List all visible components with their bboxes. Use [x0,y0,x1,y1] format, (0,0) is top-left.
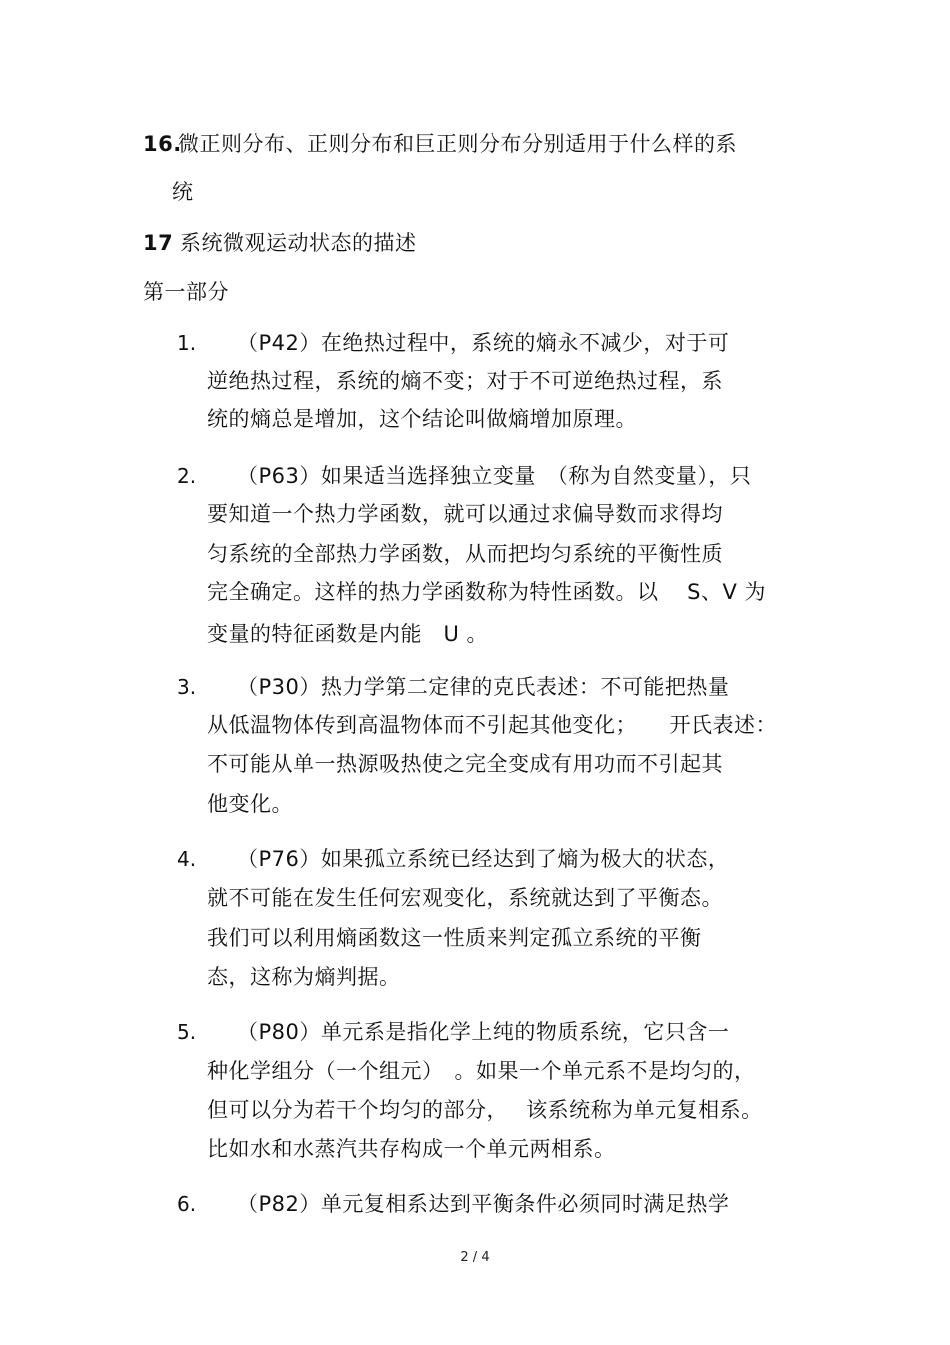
item-1-line-1: （P42）在绝热过程中，系统的熵永不减少，对于可 [237,331,730,355]
item-2-line-3: 匀系统的全部热力学函数，从而把均匀系统的平衡性质 [207,542,723,566]
item-2-number: 2. [177,464,197,488]
item-3-line-1: （P30）热力学第二定律的克氏表述：不可能把热量 [237,675,730,699]
item-3-number: 3. [177,675,197,699]
item-6-number: 6. [177,1192,197,1216]
heading-17-number: 17 [143,231,174,255]
item-5-line-3: 但可以分为若干个均匀的部分， 该系统称为单元复相系。 [207,1098,763,1122]
heading-17-text: 系统微观运动状态的描述 [180,231,417,255]
part-title: 第一部分 [143,280,229,304]
item-2-line-5: 变量的特征函数是内能 U 。 [207,622,489,646]
heading-16-line-2: 统 [172,180,194,204]
item-6-line-1: （P82）单元复相系达到平衡条件必须同时满足热学 [237,1192,730,1216]
item-2-line-2: 要知道一个热力学函数，就可以通过求偏导数而求得均 [207,502,723,526]
item-4-line-2: 就不可能在发生任何宏观变化，系统就达到了平衡态。 [207,886,723,910]
item-2-line-4: 完全确定。这样的热力学函数称为特性函数。以 S、V 为 [207,580,767,604]
item-4-line-3: 我们可以利用熵函数这一性质来判定孤立系统的平衡 [207,926,702,950]
item-5-line-1: （P80）单元系是指化学上纯的物质系统，它只含一 [237,1020,730,1044]
item-4-line-1: （P76）如果孤立系统已经达到了熵为极大的状态， [237,847,730,871]
item-4-number: 4. [177,847,197,871]
item-2-line-1: （P63）如果适当选择独立变量 （称为自然变量），只 [237,464,752,488]
item-5-number: 5. [177,1020,197,1044]
item-3-line-3: 不可能从单一热源吸热使之完全变成有用功而不引起其 [207,752,723,776]
item-1-line-3: 统的熵总是增加，这个结论叫做熵增加原理。 [207,407,637,431]
page-number: 2 / 4 [460,1250,490,1265]
item-1-line-2: 逆绝热过程，系统的熵不变；对于不可逆绝热过程，系 [207,369,723,393]
item-5-line-4: 比如水和水蒸汽共存构成一个单元两相系。 [207,1137,616,1161]
item-3-line-4: 他变化。 [207,792,293,816]
item-3-line-2: 从低温物体传到高温物体而不引起其他变化； 开氏表述： [207,713,777,737]
item-1-number: 1. [177,331,197,355]
item-5-line-2: 种化学组分（一个组元） 。如果一个单元系不是均匀的， [207,1059,756,1083]
heading-16-number: 16. [143,132,182,156]
item-4-line-4: 态，这称为熵判据。 [207,965,401,989]
heading-16-line-1: 微正则分布、正则分布和巨正则分布分别适用于什么样的系 [178,132,737,156]
